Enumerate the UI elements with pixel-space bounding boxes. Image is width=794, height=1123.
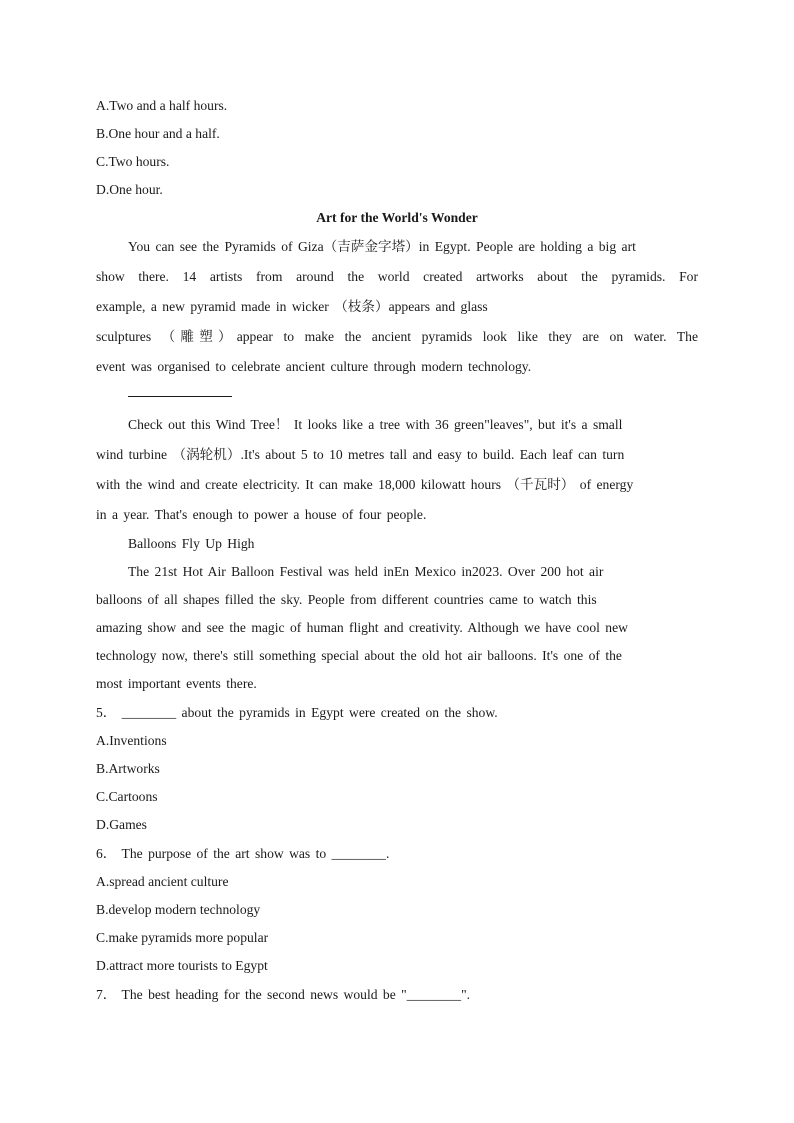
paragraph-line: event was organised to celebrate ancient culture through modern technology.	[96, 359, 532, 374]
question-stem: 7． The best heading for the second news would be "________".	[96, 987, 471, 1002]
heading-blank	[96, 382, 698, 410]
option-d: D.One hour.	[96, 182, 163, 197]
option-a: A.Two and a half hours.	[96, 98, 228, 113]
option-b: B.One hour and a half.	[96, 126, 220, 141]
paragraph-wind-tree	[96, 410, 698, 530]
question-7	[96, 980, 698, 1009]
question-5	[96, 698, 698, 839]
question-stem: 6． The purpose of the art show was to ________.	[96, 846, 390, 861]
option-d: D.Games	[96, 817, 147, 832]
previous-question-options	[96, 92, 698, 204]
paragraph-line: wind turbine （涡轮机）.It's about 5 to 10 metres tall and easy to build. Each leaf can turn	[96, 447, 625, 462]
passage-title: Art for the World's Wonder	[316, 210, 478, 225]
question-6	[96, 839, 698, 980]
option-b: B.develop modern technology	[96, 902, 261, 917]
question-stem: 5． ________ about the pyramids in Egypt were created on the show.	[96, 705, 498, 720]
paragraph-line: You can see the Pyramids of Giza（吉萨金字塔）in Egypt. People are holding a big art	[128, 239, 636, 254]
paragraph-pyramids	[96, 232, 698, 382]
paragraph-line: amazing show and see the magic of human flight and creativity. Although we have cool new	[96, 620, 628, 635]
option-c: C.make pyramids more popular	[96, 930, 269, 945]
reading-passage	[96, 204, 698, 698]
section-heading-balloons: Balloons Fly Up High	[128, 536, 255, 551]
paragraph-line: balloons of all shapes filled the sky. People from different countries came to watch this	[96, 592, 597, 607]
paragraph-line: example, a new pyramid made in wicker （枝条）appears and glass	[96, 299, 488, 314]
option-d: D.attract more tourists to Egypt	[96, 958, 268, 973]
paragraph-line: most important events there.	[96, 676, 257, 691]
paragraph-line: technology now, there's still something special about the old hot air balloons. It's one of the	[96, 648, 622, 663]
paragraph-line: with the wind and create electricity. It can make 18,000 kilowatt hours （千瓦时） of energy	[96, 477, 634, 492]
paragraph-line: The 21st Hot Air Balloon Festival was held inEn Mexico in2023. Over 200 hot air	[128, 564, 604, 579]
paragraph-line: in a year. That's enough to power a house of four people.	[96, 507, 427, 522]
paragraph-line: Check out this Wind Tree！ It looks like a tree with 36 green"leaves", but it's a small	[128, 417, 623, 432]
option-b: B.Artworks	[96, 761, 160, 776]
worksheet-page	[96, 92, 698, 1009]
paragraph-line: show there. 14 artists from around the world created artworks about the pyramids. For	[96, 269, 698, 284]
option-c: C.Cartoons	[96, 789, 158, 804]
option-a: A.Inventions	[96, 733, 167, 748]
paragraph-line: sculptures （雕塑）appear to make the ancient pyramids look like they are on water. The	[96, 329, 698, 344]
paragraph-balloons	[96, 558, 698, 698]
option-a: A.spread ancient culture	[96, 874, 229, 889]
option-c: C.Two hours.	[96, 154, 170, 169]
blank-underline	[128, 396, 232, 397]
